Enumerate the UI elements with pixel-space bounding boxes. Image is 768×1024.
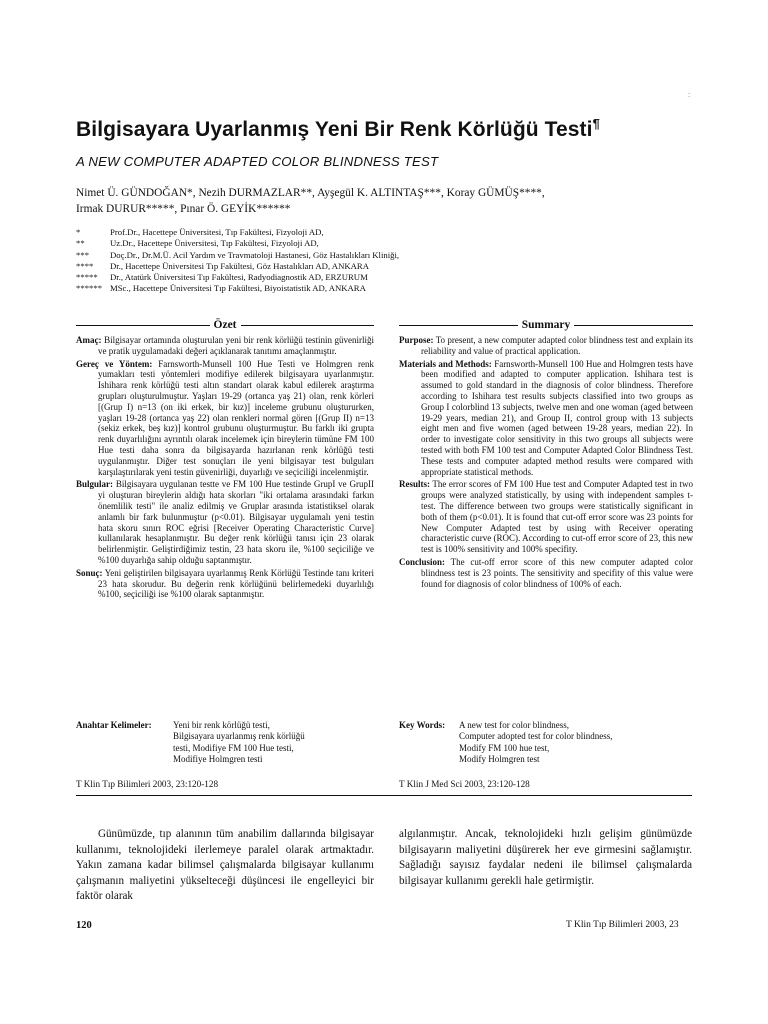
summary-results: Results: The error scores of FM 100 Hue test and Computer Adapted test in two groups were analyzed statistically, by using with independent samples t-test. The difference between two groups were statistically significant in both of them (p<0.01). It is found that cut-off error score was 23 points for New Computer Adapted test by using with Receiver operating characteristic curve (ROC). According to cut-off error score of 23, this new test is 100% sensitivity and 100% specifity.: [399, 479, 693, 555]
section-divider: [76, 795, 692, 796]
citation-en: T Klin J Med Sci 2003, 23:120-128: [399, 779, 530, 789]
ozet-abstract: [76, 318, 374, 602]
summary-purpose: Purpose: To present, a new computer adapted color blindness test and explain its reliability and value of practical application.: [399, 335, 693, 356]
summary-heading: Summary: [399, 318, 693, 332]
summary-methods: Materials and Methods: Farnsworth-Munsell 100 Hue and Holmgren tests have been modified and adapted to computer application. Ishihara test is assumed to gold standard in the diagnosis of color blindness. Therefore according to Ishihara test results subjects classified into two groups as Group I colorblind 13 subjects, twelve men and one woman (aged between 19-29 years, median 21), and Group II, control group with 13 subjects eight men and five women (aged between 19-28 years, median 22). In order to investigate color sensitivity in this two groups all subjects were tested with both FM 100 test and Computer Adapted Color Blindness Test. These tests and computer adapted method results were compared with appropriate statistical methods.: [399, 358, 694, 477]
journal-footer: T Klin Tıp Bilimleri 2003, 23: [566, 920, 679, 930]
affiliation-item: *** Doç.Dr., Dr.M.Ü. Acil Yardım ve Travmatoloji Hastanesi, Göz Hastalıkları Kliniği,: [76, 249, 400, 260]
affiliation-item: ****** MSc., Hacettepe Üniversitesi Tıp Fakültesi, Biyoistatistik AD, ANKARA: [76, 283, 366, 294]
ozet-sonuc: Sonuç: Yeni geliştirilen bilgisayara uyarlanmış Renk Körlüğü Testinde tanı kriteri 23 hata skorudur. Bu değerin renk körlüğünü belirlemedeki duyarlılığı %100, seçiciliği ise %100 olarak saptanmıştır.: [76, 567, 374, 600]
body-text-right: algılanmıştır. Ancak, teknolojideki hızlı gelişim günümüzde bilgisayarın maliyetini düşürerek her eve girmesini sağlamıştır. Sağladığı sayısız faydalar nedeni ile bilimsel çalışmalarda bilgisayar kullanımı gerekli hale getirmiştir.: [399, 828, 692, 887]
body-text-left: Günümüzde, tıp alanının tüm anabilim dallarında bilgisayar kullanımı, teknolojideki ilerlemeye paralel olarak artmaktadır. Yakın zamana kadar bilimsel çalışmalarda bilgisayar kullanımı çalışmanın maliyetini yükselteceği düşüncesi ile engelleyici bir faktör olarak: [76, 828, 374, 903]
divider: [574, 325, 693, 326]
affiliation-item: * Prof.Dr., Hacettepe Üniversitesi, Tıp Fakültesi, Fizyoloji AD,: [76, 227, 324, 237]
title-footnote-mark: ¶: [592, 116, 600, 131]
affiliation-item: ** Uz.Dr., Hacettepe Üniversitesi, Tıp Fakültesi, Fizyoloji AD,: [76, 238, 319, 249]
ozet-gerec: Gereç ve Yöntem: Farnsworth-Munsell 100 Hue Testi ve Holmgren renk yumakları testi yöntemleri modifiye edilerek bilgisayara uyarlanmıştır. Ishihara renk körlüğü testi altın standart olarak kabul edilerek araştırma grupları oluşturulmuştur. Yaşları 19-29 (ortanca yaş 21) olan, renk körleri [(Grup I) n=13 (on iki erkek, bir kız)] inceleme grubunu oluştururken, yaşları 19-28 (ortanca yaş 22) olan renkleri normal gören [(Grup II) n=13 (sekiz erkek, beş kız)] kontrol grubunu oluşturmuştur. Bu farklı iki grupta renk duyarlılığını ayrıntılı olarak incelemek için bireylerin tümüne FM 100 Hue testi daha sonra da bilgisayarda hazırlanan renk körlüğü testi uygulanmıştır. Diğer test sonuçları ile yeni bilgisayar test bulguları karşılaştırılarak yeni testin güvenirliği, duyarlığı ve seçiciliği incelenmiştir.: [76, 358, 375, 477]
ozet-bulgular: Bulgular: Bilgisayara uygulanan testte ve FM 100 Hue testinde GrupI ve GrupII yi oluşturan bireylerin aldığı hata skorları "iki ortalama arasındaki farkın önemlilik testi" ile analiz edilmiş ve Gruplar arasında istatistiksel olarak anlamlı bir fark bulunmuştur (p<0.01). Bilgisayar uygulamalı yeni testin hata skoru sınırı ROC eğrisi [Receiver Operating Characteristic Curve] kullanılarak hesaplanmıştır. Bu değer renk körlüğü tanısı için 23 olarak belirlenmiştir. Geliştirdiğimiz testin, 23 hata skoru ile, %100 seçiciliğe ve %100 duyarlığa sahip olduğu saptanmıştır.: [76, 479, 374, 565]
divider: [399, 325, 518, 326]
page-number: 120: [76, 920, 92, 931]
article-title: [76, 116, 716, 142]
article-subtitle: A NEW COMPUTER ADAPTED COLOR BLINDNESS TEST: [76, 154, 439, 169]
citation-tr: T Klin Tıp Bilimleri 2003, 23:120-128: [76, 779, 219, 789]
divider: [76, 325, 210, 326]
corner-mark: :: [688, 90, 691, 99]
ozet-heading: Özet: [76, 318, 374, 332]
title-text: Bilgisayara Uyarlanmış Yeni Bir Renk Körlüğü Testi: [76, 118, 593, 141]
keywords-en: Key Words: A new test for color blindness, Computer adopted test for color blindness, Modify FM 100 hue test, Modify Holmgren test: [399, 720, 613, 764]
affiliation-list: [76, 227, 716, 295]
summary-abstract: [399, 318, 693, 591]
summary-conclusion: Conclusion: The cut-off error score of this new computer adapted color blindness test is 23 points. The sensitivity and specifity of this value were found for diagnosis of color blindness of 100% of each.: [399, 556, 693, 589]
affiliation-item: ***** Dr., Atatürk Üniversitesi Tıp Fakültesi, Radyodiagnostik AD, ERZURUM: [76, 272, 368, 283]
affiliation-item: **** Dr., Hacettepe Üniversitesi Tıp Fakültesi, Göz Hastalıkları AD, ANKARA: [76, 260, 369, 271]
ozet-amac: Amaç: Bilgisayar ortamında oluşturulan yeni bir renk körlüğü testinin güvenirliği ve pratik uygulamadaki değeri açıklanarak tanıtımı amaçlanmıştır.: [76, 335, 374, 356]
divider: [241, 325, 375, 326]
author-line-2: Irmak DURUR*****, Pınar Ö. GEYİK******: [76, 203, 291, 215]
author-list: [76, 185, 716, 217]
author-line-1: Nimet Ü. GÜNDOĞAN*, Nezih DURMAZLAR**, Ayşegül K. ALTINTAŞ***, Koray GÜMÜŞ****,: [76, 187, 545, 199]
keywords-tr: Anahtar Kelimeler: Yeni bir renk körlüğü testi, Bilgisayara uyarlanmış renk körlüğü testi, Modifiye FM 100 Hue testi, Modifiye Holmgren testi: [76, 720, 305, 764]
